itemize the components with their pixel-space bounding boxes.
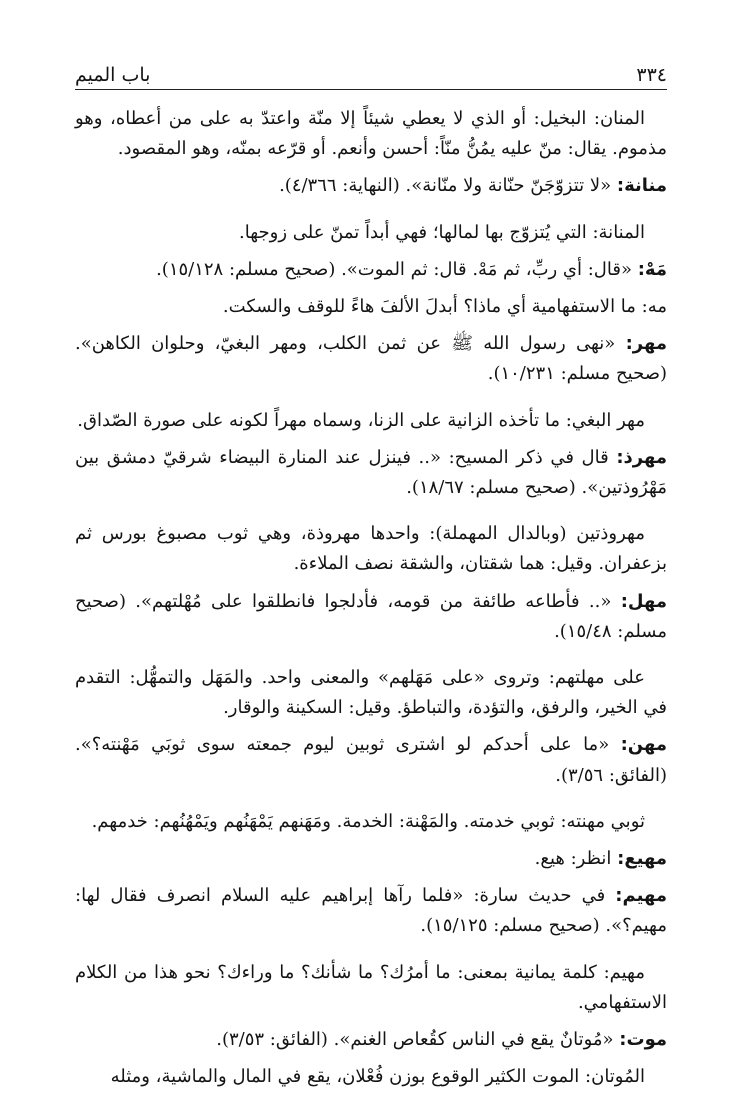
entry-text: «.. فأطاعه طائفة من قومه، فأدلجوا فانطلقوا على مُهْلتهم». (صحيح مسلم: ١٥/٤٨). — [75, 590, 667, 642]
entry-headword: مهيم: — [615, 885, 667, 907]
entry-paragraph — [75, 844, 667, 874]
entry-paragraph — [75, 406, 667, 436]
header-rule — [75, 89, 667, 90]
entry-text: المنانة: التي يُتزوّج بها لمالها؛ فهي أبداً تمنّ على زوجها. — [239, 221, 645, 243]
entry-paragraph — [75, 171, 667, 201]
entry-text: انظر: هيع. — [534, 848, 612, 870]
entry-headword: مهن: — [620, 734, 667, 756]
entry-text: على مهلتهم: وتروى «على مَهَلهم» والمعنى واحد. والمَهَل والتمهُّل: التقدم في الخير، والرفق، والتؤدة، والتباطؤ. وقيل: السكينة والوقار. — [75, 667, 667, 719]
entry-paragraph — [75, 730, 667, 790]
entry-headword: مَهْ: — [637, 258, 667, 280]
entry-paragraph — [75, 329, 667, 389]
entry-text: المنان: البخيل: أو الذي لا يعطي شيئاً إلا منّة واعتدّ به على من أعطاه، وهو مذموم. يقال: منّ عليه يمُنُّ منّاً: أحسن وأنعم. أو قرّعه بمنّه، وهو المقصود. — [75, 108, 667, 160]
entry-paragraph — [75, 807, 667, 837]
entry-text: ثوبي مهنته: ثوبي خدمته. والمَهْنة: الخدمة. ومَهَنهم يَمْهَنُهم ويَمْهُنُهم: خدمهم. — [91, 810, 645, 832]
entry-paragraph — [75, 1062, 667, 1092]
entry-paragraph — [75, 1025, 667, 1055]
entry-headword: مهر: — [625, 333, 667, 355]
entry-paragraph — [75, 663, 667, 723]
entry-text: قال في ذكر المسيح: «.. فينزل عند المنارة البيضاء شرقيّ دمشق بين مَهْرُوذتين». (صحيح مسلم: ١٨/٦٧). — [75, 446, 667, 499]
entry-paragraph — [75, 958, 667, 1018]
entry-text: «لا تتزوّجَنّ حنّانة ولا منّانة». (النهاية: ٤/٣٦٦). — [279, 175, 612, 197]
entry-text: مهروذتين (وبالدال المهملة): واحدها مهروذة، وهي ثوب مصبوغ بورس ثم بزعفران. وقيل: هما شقتان، والشقة نصف الملاءة. — [75, 523, 667, 575]
entry-text: مهيم: كلمة يمانية بمعنى: ما أمرُك؟ ما شأنك؟ ما وراءك؟ نحو هذا من الكلام الاستفهامي. — [75, 961, 667, 1013]
entry-headword: مهيع: — [617, 848, 667, 870]
entry-text: «مُوتانٌ يقع في الناس كقُعاص الغنم». (الفائق: ٣/٥٣). — [216, 1029, 614, 1051]
dictionary-text — [75, 104, 667, 1099]
entry-text: المُوتان: الموت الكثير الوقوع بوزن فُعْلان، يقع في المال والماشية، ومثله — [110, 1066, 645, 1088]
entry-headword: منانة: — [616, 175, 667, 197]
entry-text: «ما على أحدكم لو اشترى ثوبين ليوم جمعته سوى ثوبَي مَهْنته؟». (الفائق: ٣/٥٦). — [75, 734, 667, 786]
entry-paragraph — [75, 292, 667, 322]
entry-headword: موت: — [619, 1029, 667, 1051]
entry-text: «نهى رسول الله ﷺ عن ثمن الكلب، ومهر البغيّ، وحلوان الكاهن». (صحيح مسلم: ١٠/٢٣١). — [75, 333, 667, 385]
entry-paragraph — [75, 104, 667, 164]
entry-paragraph — [75, 519, 667, 579]
entry-paragraph — [75, 218, 667, 248]
entry-paragraph — [75, 587, 667, 647]
page-number: ٣٣٤ — [636, 64, 667, 86]
entry-text: في حديث سارة: «فلما رآها إبراهيم عليه السلام انصرف فقال لها: مهيم؟». (صحيح مسلم: ١٥/١٢٥). — [75, 885, 667, 937]
entry-text: مه: ما الاستفهامية أي ماذا؟ أبدلَ الألفَ هاءً للوقف والسكت. — [222, 296, 667, 318]
entry-text: «قال: أي ربِّ، ثم مَهْ. قال: ثم الموت». (صحيح مسلم: ١٥/١٢٨). — [156, 258, 632, 280]
entry-text: مهر البغي: ما تأخذه الزانية على الزنا، وسماه مهراً لكونه على صورة الصّداق. — [77, 409, 645, 431]
entry-headword: مهرذ: — [616, 446, 667, 468]
entry-paragraph — [75, 881, 667, 941]
running-title: باب الميم — [75, 64, 151, 86]
entry-paragraph — [75, 255, 667, 285]
entry-headword: مهل: — [620, 590, 667, 612]
entry-paragraph — [75, 443, 667, 503]
running-header — [75, 58, 667, 88]
